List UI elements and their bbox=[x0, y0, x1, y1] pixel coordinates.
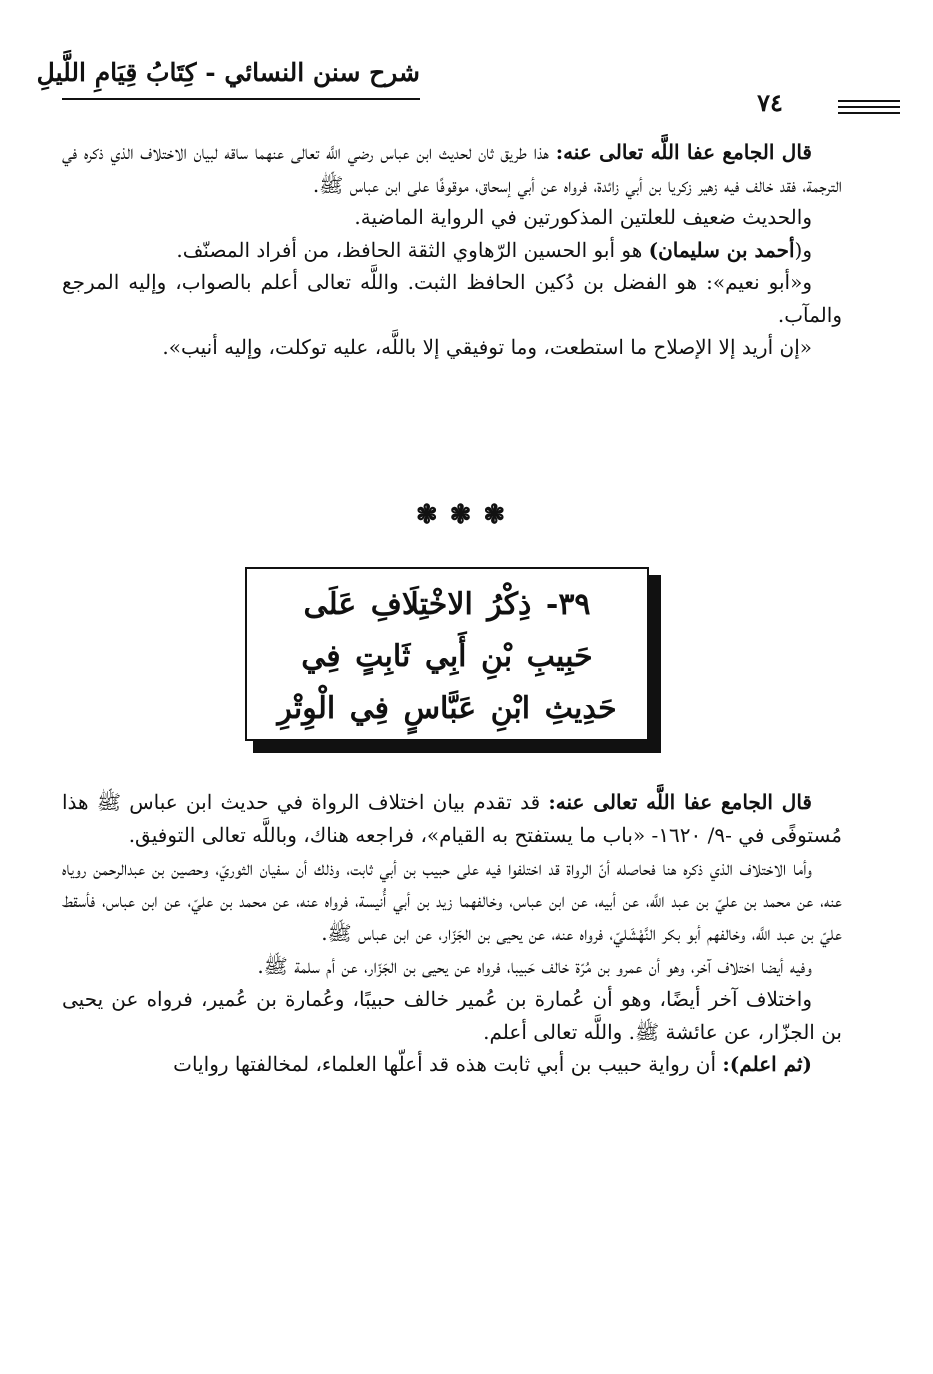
paragraph-7: وأما الاختلاف الذي ذكره هنا فحاصله أنّ الرواة قد اختلفوا فيه على حبيب بن أبي ثابت، وذلك أن سفيان الثوريّ، وحصين بن عبدالرحمن روياه عنه، عن محمد بن عليّ بن عبد اللَّه، عن أبيه، عن ابن عباس، وخالفهما زيد بن أبي أُنيسة، فرواه عنه، عن محمد بن عليّ، عن ابن عباس، فأسقط عليّ بن عبد اللَّه، وخالفهم أبو بكر النَّهْشَليّ، فرواه عنه، عن يحيى بن الجَزّار، عن ابن عباس ﷺ. bbox=[62, 855, 842, 946]
section-divider: ❃❃❃ bbox=[415, 500, 518, 530]
paragraph-3 bbox=[62, 234, 842, 267]
paragraph-8: وفيه أيضا اختلاف آخر، وهو أن عمرو بن مُرّة خالف حَبيبا، فرواه عن يحيى بن الجَزّار، عن أم سلمة ﷺ. bbox=[257, 953, 812, 978]
paragraph-6 bbox=[62, 786, 842, 852]
paragraph-10 bbox=[62, 1048, 842, 1081]
paragraph-2: والحديث ضعيف للعلتين المذكورتين في الرواية الماضية. bbox=[354, 205, 812, 229]
running-title: شرح سنن النسائي - كِتَابُ قِيَامِ اللَّيلِ bbox=[36, 58, 420, 87]
paragraph-1-lead: قال الجامع عفا اللَّه تعالى عنه: bbox=[555, 140, 812, 164]
top-text-block bbox=[62, 136, 842, 364]
page-number: ٧٤ bbox=[757, 88, 783, 117]
paragraph-6-lead: قال الجامع عفا اللَّه تعالى عنه: bbox=[548, 790, 812, 814]
paragraph-6-text: قد تقدم بيان اختلاف الرواة في حديث ابن عباس ﷺ هذا مُستوفًى في -٩/ ١٦٢٠- «باب ما يستفتح به القيام»، فراجعه هناك، وباللَّه تعالى التوفيق. bbox=[62, 790, 842, 847]
paragraph-10-text: أن رواية حبيب بن أبي ثابت هذه قد أعلّها العلماء، لمخالفتها روايات bbox=[173, 1052, 723, 1077]
paragraph-3-prefix: و( bbox=[794, 237, 812, 262]
page-number-rule-1 bbox=[838, 100, 900, 102]
page-number-rule-3 bbox=[838, 112, 900, 114]
chapter-heading-box bbox=[245, 567, 649, 741]
paragraph-1-text: هذا طريق ثان لحديث ابن عباس رضي اللَّه تعالى عنهما ساقه لبيان الاختلاف الذي ذكره في الترجمة، فقد خالف فيه زهير زكريا بن أبي زائدة، فرواه عن أبي إسحاق، موقوفًا على ابن عباس ﷺ. bbox=[62, 140, 842, 197]
paragraph-1 bbox=[62, 136, 842, 201]
page-number-rule-2 bbox=[838, 106, 900, 108]
bottom-text-block bbox=[62, 786, 842, 1081]
paragraph-3-name: أحمد بن سليمان) bbox=[648, 237, 795, 262]
paragraph-9: واختلاف آخر أيضًا، وهو أن عُمارة بن عُمير خالف حبيبًا، وعُمارة بن عُمير، فرواه عن يحيى بن الجزّار، عن عائشة ﷺ. واللَّه تعالى أعلم. bbox=[62, 986, 842, 1044]
paragraph-4: و«أبو نعيم»: هو الفضل بن دُكين الحافظ الثبت. واللَّه تعالى أعلم بالصواب، وإليه المرجع والمآب. bbox=[62, 270, 842, 327]
chapter-title: ٣٩- ذِكْرُ الاخْتِلَافِ عَلَى حَبِيبِ بْنِ أَبِي ثَابِتٍ فِي حَدِيثِ ابْنِ عَبَّاسٍ فِي الْوِتْرِ bbox=[277, 587, 617, 726]
title-underline bbox=[62, 98, 420, 100]
page-header bbox=[36, 58, 840, 118]
paragraph-5: «إن أريد إلا الإصلاح ما استطعت، وما توفيقي إلا باللَّه، عليه توكلت، وإليه أنيب». bbox=[162, 335, 812, 359]
paragraph-3-text: هو أبو الحسين الرّهاوي الثقة الحافظ، من أفراد المصنّف. bbox=[176, 237, 649, 262]
paragraph-10-lead: (ثم اعلم): bbox=[722, 1052, 812, 1077]
